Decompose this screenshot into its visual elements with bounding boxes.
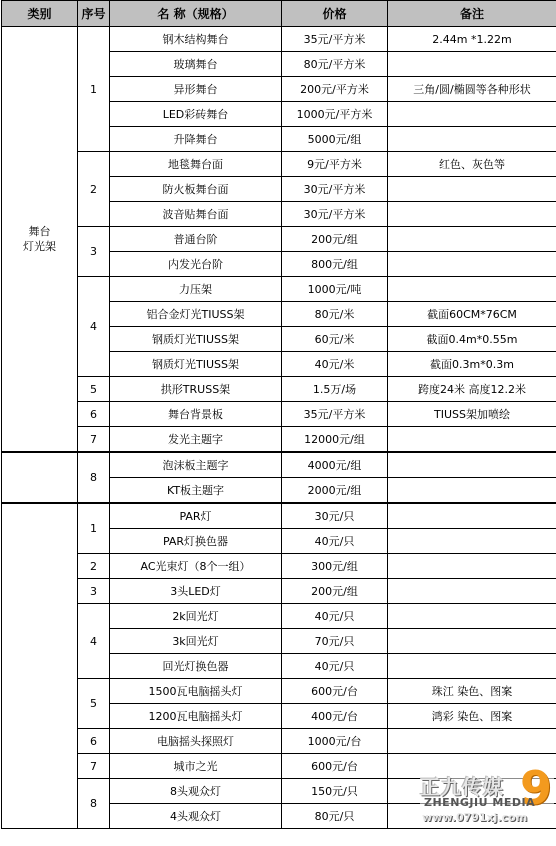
- seq-cell: 2: [78, 554, 110, 579]
- table-row: [2, 503, 556, 529]
- item-note-cell: [388, 252, 556, 277]
- item-note-cell: [388, 202, 556, 227]
- item-name-cell: 泡沫板主题字: [110, 452, 282, 478]
- seq-cell: 7: [78, 427, 110, 453]
- category-cell: 舞台 灯光架: [2, 27, 78, 453]
- item-name-cell: PAR灯: [110, 503, 282, 529]
- table-row: [2, 452, 556, 478]
- seq-cell: 6: [78, 402, 110, 427]
- item-name-cell: 拱形TRUSS架: [110, 377, 282, 402]
- item-name-cell: 钢质灯光TIUSS架: [110, 327, 282, 352]
- table-header-row: [2, 1, 556, 27]
- header-name: 名 称（规格）: [110, 1, 282, 27]
- item-price-cell: 1000元/台: [282, 729, 388, 754]
- item-note-cell: 截面60CM*76CM: [388, 302, 556, 327]
- seq-cell: 4: [78, 604, 110, 679]
- table-row: [2, 377, 556, 402]
- item-note-cell: 鸿彩 染色、图案: [388, 704, 556, 729]
- item-name-cell: 3k回光灯: [110, 629, 282, 654]
- item-name-cell: 玻璃舞台: [110, 52, 282, 77]
- item-price-cell: 800元/组: [282, 252, 388, 277]
- item-price-cell: 1000元/吨: [282, 277, 388, 302]
- item-price-cell: 80元/米: [282, 302, 388, 327]
- table-row: [2, 579, 556, 604]
- item-price-cell: 400元/台: [282, 704, 388, 729]
- item-note-cell: TIUSS架加喷绘: [388, 402, 556, 427]
- item-name-cell: 地毯舞台面: [110, 152, 282, 177]
- item-name-cell: 防火板舞台面: [110, 177, 282, 202]
- item-name-cell: 回光灯换色器: [110, 654, 282, 679]
- item-price-cell: 40元/米: [282, 352, 388, 377]
- item-name-cell: LED彩砖舞台: [110, 102, 282, 127]
- item-note-cell: [388, 554, 556, 579]
- seq-cell: 5: [78, 679, 110, 729]
- item-name-cell: 普通台阶: [110, 227, 282, 252]
- seq-cell: 3: [78, 227, 110, 277]
- item-price-cell: 4000元/组: [282, 452, 388, 478]
- item-price-cell: 40元/只: [282, 529, 388, 554]
- item-name-cell: 内发光台阶: [110, 252, 282, 277]
- item-note-cell: [388, 127, 556, 152]
- seq-cell: 8: [78, 779, 110, 829]
- item-name-cell: AC光束灯（8个一组）: [110, 554, 282, 579]
- item-note-cell: 红色、灰色等: [388, 152, 556, 177]
- watermark-brand: 正九传媒: [420, 775, 504, 799]
- item-price-cell: 200元/组: [282, 227, 388, 252]
- item-note-cell: 2.44m *1.22m: [388, 27, 556, 52]
- item-note-cell: [388, 427, 556, 453]
- seq-cell: 7: [78, 754, 110, 779]
- item-price-cell: 9元/平方米: [282, 152, 388, 177]
- item-name-cell: 4头观众灯: [110, 804, 282, 829]
- item-note-cell: 截面0.4m*0.55m: [388, 327, 556, 352]
- item-price-cell: 30元/平方米: [282, 202, 388, 227]
- item-name-cell: 异形舞台: [110, 77, 282, 102]
- item-note-cell: 三角/圆/椭圆等各种形状: [388, 77, 556, 102]
- item-name-cell: KT板主题字: [110, 478, 282, 504]
- item-price-cell: 200元/平方米: [282, 77, 388, 102]
- seq-cell: 3: [78, 579, 110, 604]
- item-price-cell: 70元/只: [282, 629, 388, 654]
- price-table-container: [1, 0, 556, 829]
- item-price-cell: 12000元/组: [282, 427, 388, 453]
- item-price-cell: 80元/只: [282, 804, 388, 829]
- item-price-cell: 40元/只: [282, 654, 388, 679]
- item-note-cell: [388, 478, 556, 504]
- item-note-cell: [388, 102, 556, 127]
- item-price-cell: 200元/组: [282, 579, 388, 604]
- watermark-digit: 9: [519, 761, 552, 815]
- item-name-cell: 城市之光: [110, 754, 282, 779]
- item-note-cell: 珠江 染色、图案: [388, 679, 556, 704]
- watermark-sub: ZHENGJIU MEDIA: [424, 796, 536, 809]
- table-body: [2, 27, 556, 829]
- header-note: 备注: [388, 1, 556, 27]
- item-note-cell: 跨度24米 高度12.2米: [388, 377, 556, 402]
- item-price-cell: 30元/只: [282, 503, 388, 529]
- header-price: 价格: [282, 1, 388, 27]
- item-name-cell: 2k回光灯: [110, 604, 282, 629]
- seq-cell: 6: [78, 729, 110, 754]
- item-price-cell: 35元/平方米: [282, 27, 388, 52]
- item-note-cell: [388, 579, 556, 604]
- item-note-cell: [388, 277, 556, 302]
- item-note-cell: [388, 654, 556, 679]
- table-row: [2, 277, 556, 302]
- item-price-cell: 1000元/平方米: [282, 102, 388, 127]
- table-row: [2, 152, 556, 177]
- price-table: [1, 0, 556, 829]
- header-category: 类别: [2, 1, 78, 27]
- seq-cell: 2: [78, 152, 110, 227]
- item-price-cell: 35元/平方米: [282, 402, 388, 427]
- category-cell: [2, 503, 78, 829]
- item-price-cell: 600元/台: [282, 679, 388, 704]
- item-price-cell: 300元/组: [282, 554, 388, 579]
- item-price-cell: 5000元/组: [282, 127, 388, 152]
- item-name-cell: 发光主题字: [110, 427, 282, 453]
- item-name-cell: PAR灯换色器: [110, 529, 282, 554]
- item-price-cell: 150元/只: [282, 779, 388, 804]
- item-note-cell: [388, 529, 556, 554]
- table-row: [2, 729, 556, 754]
- item-name-cell: 3头LED灯: [110, 579, 282, 604]
- item-name-cell: 钢木结构舞台: [110, 27, 282, 52]
- item-price-cell: 600元/台: [282, 754, 388, 779]
- item-name-cell: 1500瓦电脑摇头灯: [110, 679, 282, 704]
- item-name-cell: 电脑摇头探照灯: [110, 729, 282, 754]
- item-note-cell: [388, 604, 556, 629]
- table-row: [2, 27, 556, 52]
- item-name-cell: 铝合金灯光TIUSS架: [110, 302, 282, 327]
- item-price-cell: 2000元/组: [282, 478, 388, 504]
- item-note-cell: [388, 177, 556, 202]
- item-name-cell: 波音贴舞台面: [110, 202, 282, 227]
- table-row: [2, 227, 556, 252]
- item-name-cell: 力压架: [110, 277, 282, 302]
- item-price-cell: 40元/只: [282, 604, 388, 629]
- watermark-logo: [420, 761, 554, 827]
- seq-cell: 4: [78, 277, 110, 377]
- category-cell: [2, 452, 78, 503]
- item-name-cell: 钢质灯光TIUSS架: [110, 352, 282, 377]
- item-note-cell: [388, 227, 556, 252]
- item-price-cell: 30元/平方米: [282, 177, 388, 202]
- item-name-cell: 1200瓦电脑摇头灯: [110, 704, 282, 729]
- table-row: [2, 554, 556, 579]
- table-row: [2, 427, 556, 453]
- seq-cell: 8: [78, 452, 110, 503]
- header-seq: 序号: [78, 1, 110, 27]
- item-price-cell: 1.5万/场: [282, 377, 388, 402]
- item-name-cell: 8头观众灯: [110, 779, 282, 804]
- table-row: [2, 679, 556, 704]
- watermark-url: www.0791xj.com: [422, 811, 528, 824]
- item-note-cell: [388, 503, 556, 529]
- item-note-cell: [388, 629, 556, 654]
- item-note-cell: [388, 729, 556, 754]
- table-row: [2, 402, 556, 427]
- table-row: [2, 604, 556, 629]
- item-note-cell: [388, 52, 556, 77]
- seq-cell: 5: [78, 377, 110, 402]
- item-price-cell: 80元/平方米: [282, 52, 388, 77]
- item-name-cell: 升降舞台: [110, 127, 282, 152]
- item-note-cell: [388, 452, 556, 478]
- item-note-cell: 截面0.3m*0.3m: [388, 352, 556, 377]
- seq-cell: 1: [78, 27, 110, 152]
- item-name-cell: 舞台背景板: [110, 402, 282, 427]
- item-price-cell: 60元/米: [282, 327, 388, 352]
- seq-cell: 1: [78, 503, 110, 554]
